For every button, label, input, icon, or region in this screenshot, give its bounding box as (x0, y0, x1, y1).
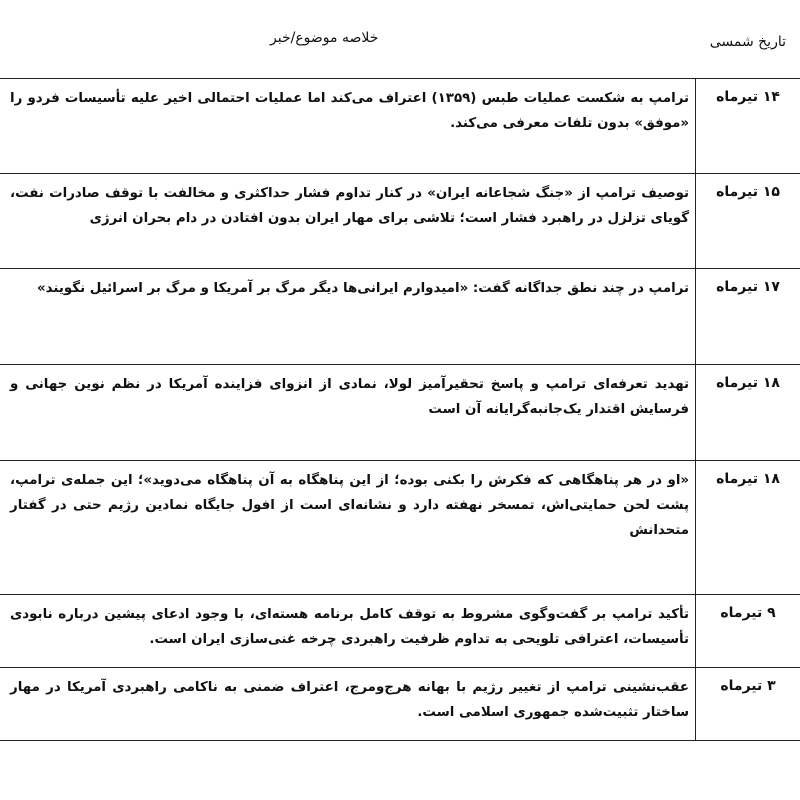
row-summary: ترامپ در چند نطق جداگانه گفت: «امیدوارم ایرانی‌ها دیگر مرگ بر آمریکا و مرگ بر اسرائیل نگویند» (37, 281, 690, 296)
row-date: ۹ تیرماه (720, 605, 776, 621)
summary-cell (0, 365, 696, 461)
summary-column-header: خلاصه موضوع/خبر (270, 30, 379, 46)
row-summary: ترامپ به شکست عملیات طبس (۱۳۵۹) اعتراف می‌کند اما عملیات احتمالی اخیر علیه تأسیسات فردو را «موفق» بدون تلفات معرفی می‌کند. (10, 91, 690, 131)
row-date: ۱۸ تیرماه (716, 375, 780, 391)
table-row (0, 269, 800, 365)
summary-cell (0, 595, 696, 668)
summary-cell (0, 269, 696, 365)
summary-cell (0, 461, 696, 595)
row-summary: تأکید ترامپ بر گفت‌وگوی مشروط به توقف کامل برنامه هسته‌ای، با وجود ادعای پیشین درباره نابودی تأسیسات، اعترافی تلویحی به تداوم ظرفیت راهبردی چرخه غنی‌سازی ایران است. (10, 607, 690, 647)
row-date: ۱۴ تیرماه (716, 89, 780, 105)
summary-cell (0, 668, 696, 741)
date-cell (696, 174, 800, 269)
date-cell (696, 365, 800, 461)
row-summary: «او در هر پناهگاهی که فکرش را بکنی بوده؛ از این پناهگاه به آن پناهگاه می‌دوید»؛ این جمله‌ی ترامپ، پشت لحن حمایتی‌اش، تمسخر نهفته دارد و نشانه‌ای است از افول جایگاه نمادین رژیم حتی در گفتار متحدانش (10, 473, 690, 538)
table-row (0, 668, 800, 741)
summary-cell (0, 174, 696, 269)
row-date: ۱۷ تیرماه (716, 279, 780, 295)
row-summary: عقب‌نشینی ترامپ از تغییر رژیم با بهانه هرج‌ومرج، اعتراف ضمنی به ناکامی راهبردی آمریکا در مهار ساختار تثبیت‌شده جمهوری اسلامی است. (10, 680, 690, 720)
summary-cell (0, 79, 696, 174)
row-summary: تهدید تعرفه‌ای ترامپ و پاسخ تحقیرآمیز لولا، نمادی از انزوای فزاینده آمریکا در نظم نوین جهانی و فرسایش اقتدار یک‌جانبه‌گرایانه آن است (10, 377, 690, 417)
date-cell (696, 595, 800, 668)
table-row (0, 461, 800, 595)
date-column-header: تاریخ شمسی (709, 34, 786, 50)
table-row (0, 365, 800, 461)
table-row (0, 595, 800, 668)
row-date: ۳ تیرماه (720, 678, 776, 694)
date-cell (696, 668, 800, 741)
row-date: ۱۸ تیرماه (716, 471, 780, 487)
table-row (0, 79, 800, 174)
row-summary: توصیف ترامپ از «جنگ شجاعانه ایران» در کنار تداوم فشار حداکثری و مخالفت با توقف صادرات نفت، گویای تزلزل در راهبرد فشار است؛ تلاشی برای مهار ایران بدون افتادن در دام بحران انرژی (10, 186, 690, 226)
date-cell (696, 79, 800, 174)
date-cell (696, 461, 800, 595)
row-date: ۱۵ تیرماه (716, 184, 780, 200)
news-table (0, 78, 800, 741)
table-row (0, 174, 800, 269)
date-cell (696, 269, 800, 365)
